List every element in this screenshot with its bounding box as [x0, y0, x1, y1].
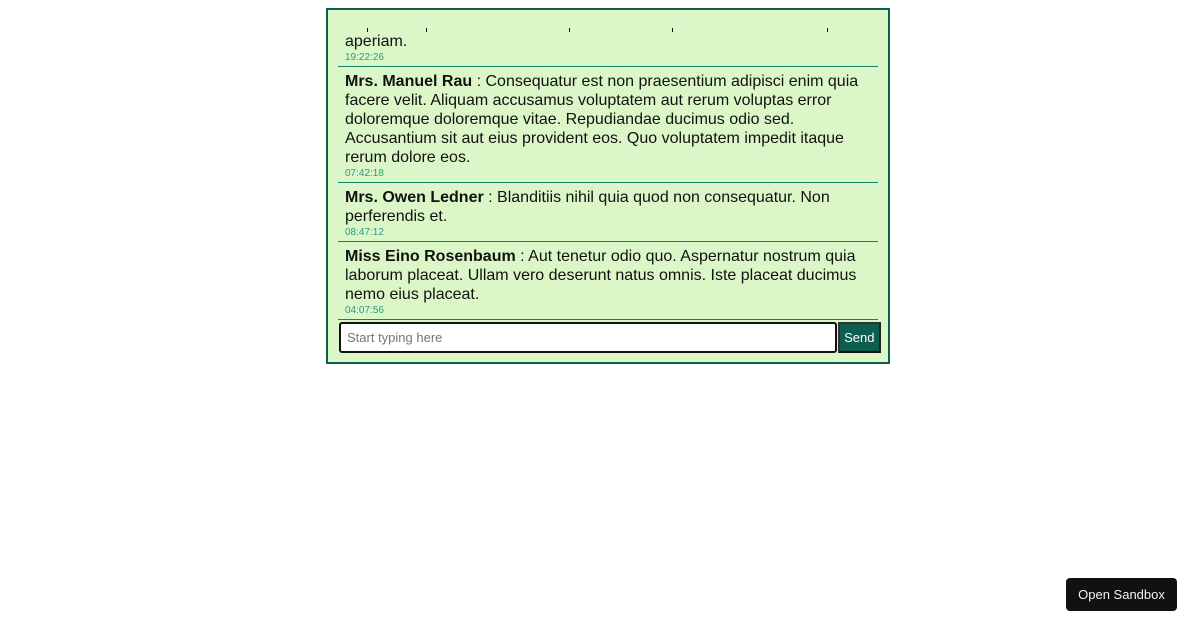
chat-panel [326, 8, 890, 364]
message-timestamp: 19:22:26 [345, 52, 384, 63]
message-timestamp: 07:42:18 [345, 168, 384, 179]
author-separator: : [472, 73, 486, 90]
message-item [338, 67, 878, 183]
message-author: Mrs. Owen Ledner [345, 189, 484, 206]
message-composer [339, 322, 881, 353]
message-item [338, 183, 878, 242]
clipped-text-fragment [345, 26, 873, 32]
message-text: Blanditiis nihil quia quod non consequatur. Non perferendis et. [345, 189, 830, 225]
message-author: Mrs. Manuel Rau [345, 73, 473, 90]
message-timestamp: 04:07:56 [345, 305, 384, 316]
open-sandbox-button[interactable]: Open Sandbox [1066, 578, 1177, 611]
message-timestamp: 08:47:12 [345, 227, 384, 238]
message-item [338, 242, 878, 320]
message-input[interactable] [339, 322, 837, 353]
send-button[interactable]: Send [838, 322, 881, 353]
message-author: Miss Eino Rosenbaum [345, 248, 516, 265]
message-list[interactable] [338, 10, 878, 320]
message-text: Consequatur est non praesentium adipisci enim quia facere velit. Aliquam accusamus voluptatem aut rerum voluptas error doloremque doloremque vitae. Repudiandae ducimus odio sed. Accusantium sit aut eius provident eos. Quo voluptatem impedit itaque rerum dolore eos. [345, 73, 859, 166]
message-text: aperiam. [345, 33, 408, 50]
author-separator: : [515, 248, 529, 265]
author-separator: : [483, 189, 498, 206]
message-item [338, 26, 878, 67]
message-text: Aut tenetur odio quo. Aspernatur nostrum quia laborum placeat. Ullam vero deserunt natus omnis. Iste placeat ducimus nemo eius placeat. [345, 248, 857, 303]
